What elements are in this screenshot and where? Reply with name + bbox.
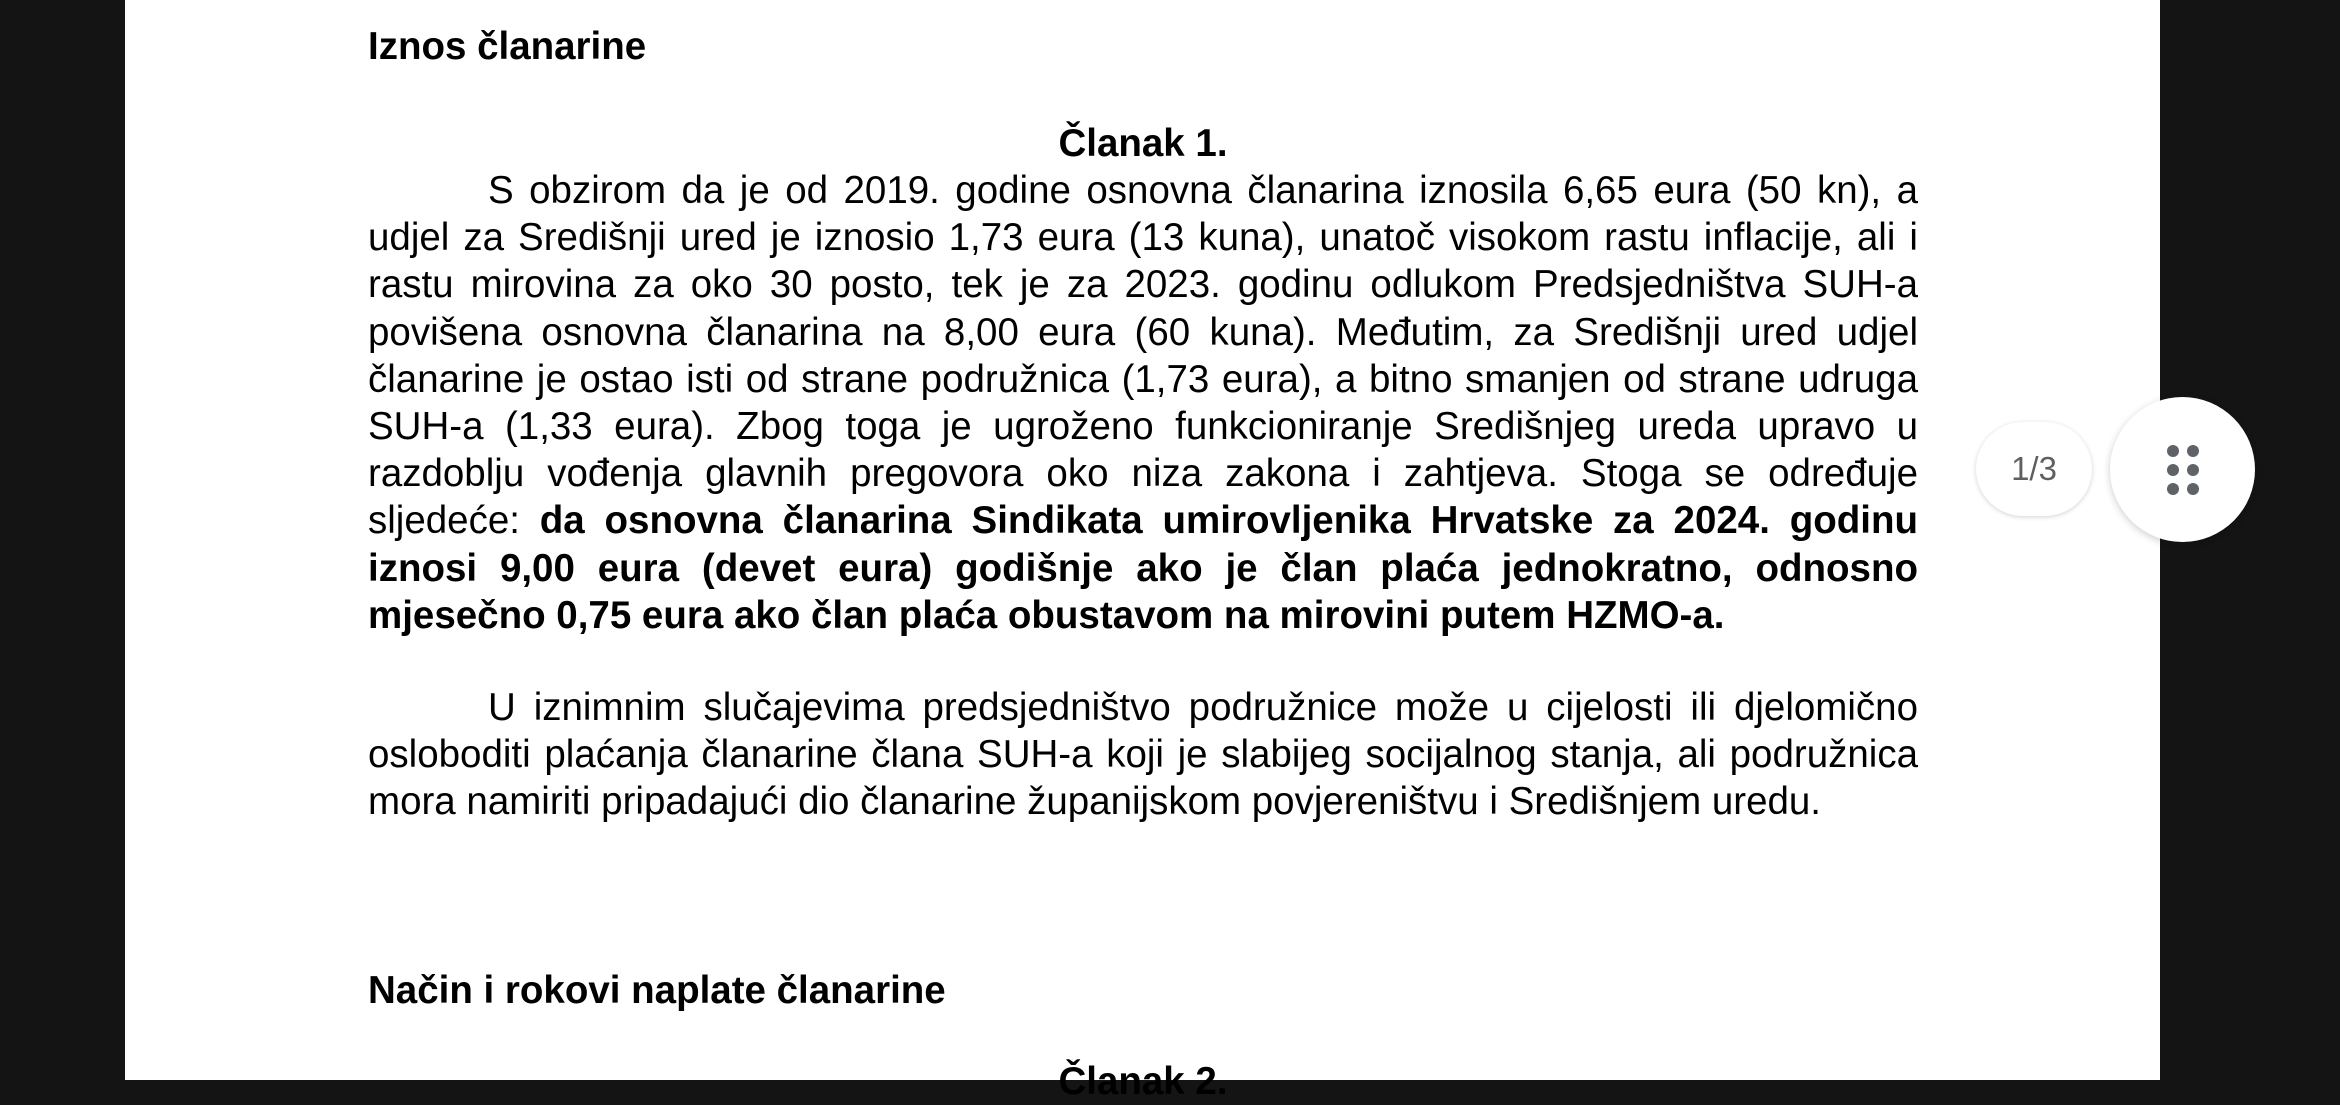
section-heading-fee-amount: Iznos članarine [368, 25, 647, 68]
drag-dots-icon [2166, 444, 2200, 496]
article-1-paragraph-2: U iznimnim slučajevima predsjedništvo podružnice može u cijelosti ili djelomično osloboditi plaćanja članarine člana SUH-a koji je slabijeg socijalnog stanja, ali podružnica mora namiriti pripadajući dio članarine županijskom povjereništvu i Središnjem uredu. [368, 686, 1918, 824]
document-page [125, 0, 2160, 1103]
drag-handle-button[interactable] [2110, 397, 2255, 542]
article-2-title: Članak 2. [1058, 1060, 1228, 1103]
page-counter: 1/3 [1976, 422, 2092, 516]
article-1-title: Članak 1. [1058, 122, 1228, 165]
article-1-paragraph-1-bold: da osnovna članarina Sindikata umirovljenika Hrvatske za 2024. godinu iznosi 9,00 eura (devet eura) godišnje ako je član plaća jednokratno, odnosno mjesečno 0,75 eura ako član plaća obustavom na mirovini putem HZMO-a. [368, 499, 1918, 637]
article-1-paragraph-1 [368, 167, 1918, 639]
article-1-paragraph-1-text: S obzirom da je od 2019. godine osnovna članarina iznosila 6,65 eura (50 kn), a udjel za Središnji ured je iznosio 1,73 eura (13 kuna), unatoč visokom rastu inflacije, ali i rastu mirovina za oko 30 posto, tek je za 2023. godinu odlukom Predsjedništva SUH-a povišena osnovna članarina na 8,00 eura (60 kuna). Međutim, za Središnji ured udjel članarine je ostao isti od strane podružnica (1,73 eura), a bitno smanjen od strane udruga SUH-a (1,33 eura). Zbog toga je ugroženo funkcioniranje Središnjeg ureda upravo u razdoblju vođenja glavnih pregovora oko niza zakona i zahtjeva. Stoga se određuje sljedeće: [368, 169, 1918, 543]
section-heading-collection: Način i rokovi naplate članarine [368, 969, 946, 1012]
